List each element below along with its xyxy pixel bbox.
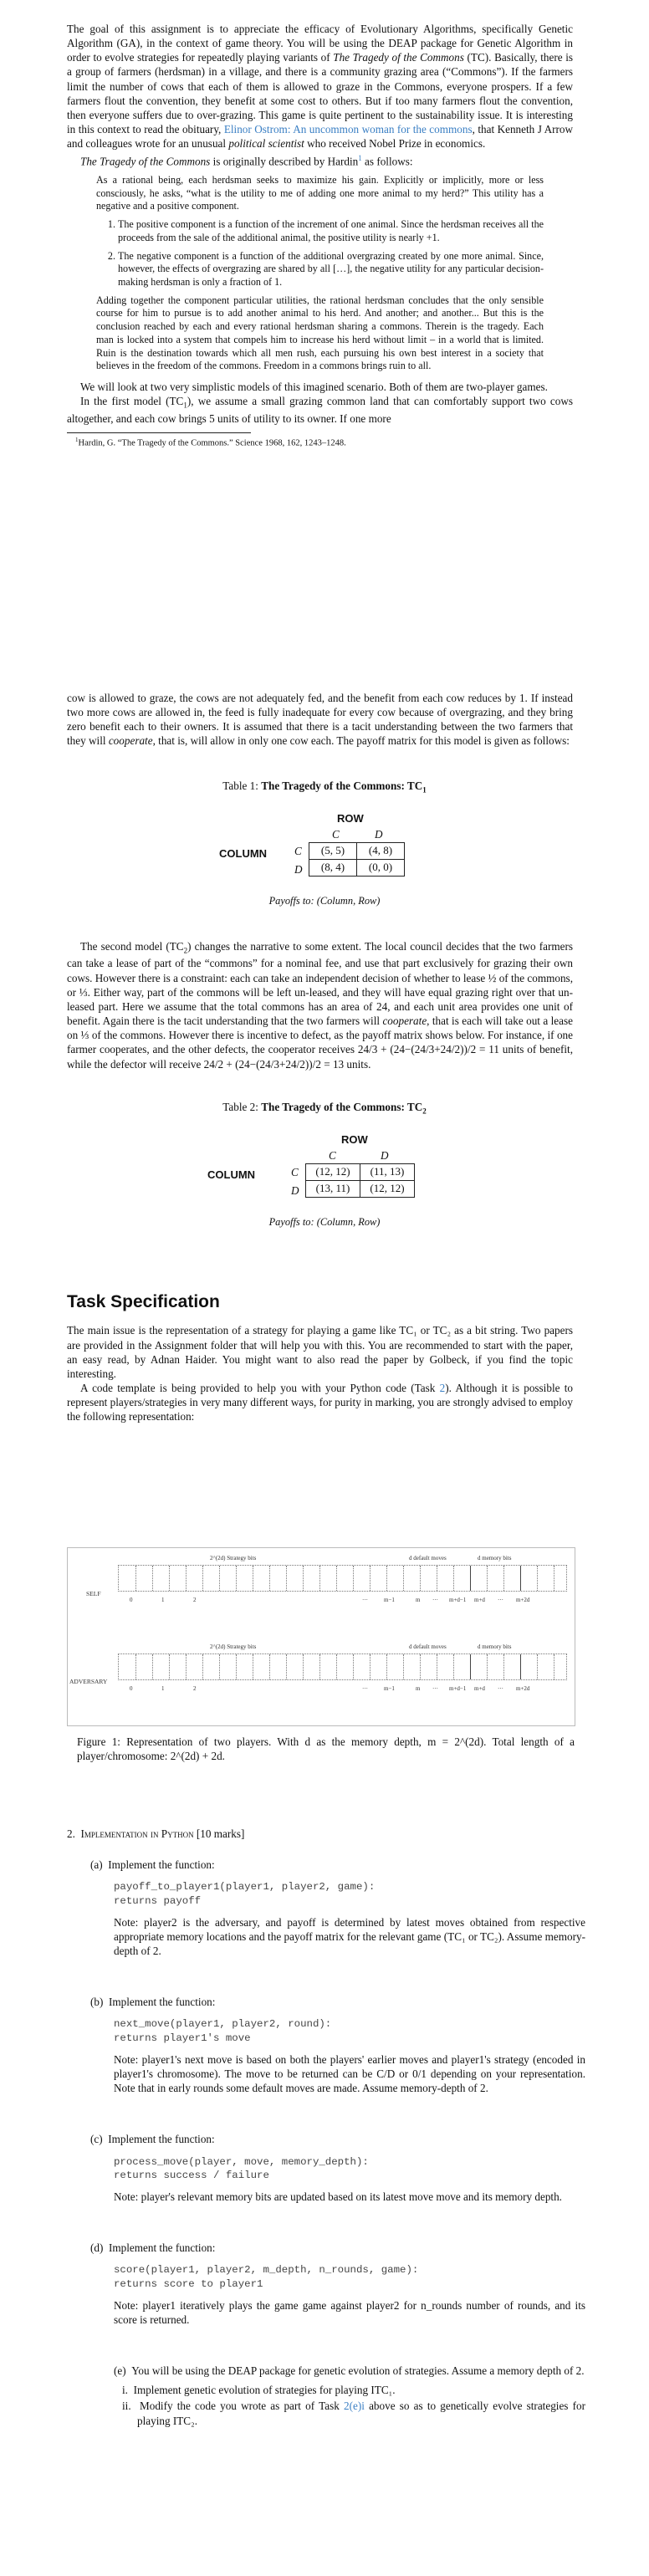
table-cell: (0, 0) [357, 859, 405, 876]
item-tag: (c) [90, 2133, 103, 2146]
table-cell: (11, 13) [360, 1163, 415, 1180]
footnote-rule [67, 432, 251, 433]
intro-text-d: who received Nobel Prize in economics. [304, 137, 486, 151]
index-label: m [416, 1597, 421, 1603]
item-lead: Implement the function: [108, 2241, 216, 2255]
footnote-ref[interactable]: 1 [358, 154, 362, 163]
index-label: m+2d [516, 1597, 530, 1603]
task-paragraph-1: The main issue is the representation of a strategy for playing a game like TC₁ or TC₂ as a bit string. Two papers are provided in the Assignment folder that will help you with this. You are recommended to start with the paper, an easy read, by Adnan Haider. You might want to also read the paper by Golbeck, if you find the topic interesting. [67, 1324, 573, 1380]
page-1 [0, 22, 649, 449]
self-label: SELF [86, 1590, 101, 1597]
item-note: Note: player1's next move is based on both the players' earlier moves and player1's strategy (encoded in player1's chromosome). The move to be returned can be C/D or 0/1 depending on your representation. Note that in early rounds some default moves are made. Assume memory-depth of 2. [114, 2052, 585, 2095]
intro-text-b: (TC). Basically, there is a group of farmers (herdsman) in a village, and there is a community grazing area (“Commons”). If the farmers limit the number of cows that each of them is allowed to graze in the Commons, everyone prospers. If a few farmers flout the convention, they benefit at some cost to others. But if too many farmers flout the convention, then everyone suffers due to over-grazing. This game is quite pertinent to the sustainability issue. It is interesting in this context to read the obituary, [67, 51, 573, 136]
index-label: ··· [498, 1597, 503, 1603]
index-label: m+2d [516, 1685, 530, 1692]
table-row [306, 1163, 415, 1180]
task-2ei-link[interactable]: 2(e)i [343, 2400, 365, 2413]
memory-bits-label: d memory bits [478, 1643, 512, 1650]
tc2-paragraph [67, 939, 573, 1071]
intro-text-a: The goal of this assignment is to appreciate the efficacy of Evolutionary Algorithms, specifically Genetic Algorithm (GA), in the context of game theory. You will be using the DEAP package for Genetic Algorithm in order to evolve strategies for repeatedly playing variants of [67, 23, 573, 64]
item-tag: (b) [90, 1996, 104, 2009]
table-row [309, 859, 405, 876]
quote-item: 1. The positive component is a function of the increment of one animal. Since the herdsman receives all the proceeds from the sale of the additional animal, the positive utility is nearly +1. [118, 218, 544, 244]
table-cell: (8, 4) [309, 859, 357, 876]
item-lead: Implement the function: [108, 1996, 216, 2009]
table-cell: (4, 8) [357, 842, 405, 859]
header-c: C [332, 827, 340, 841]
table1-payoffs-note: Payoffs to: (Column, Row) [268, 894, 381, 907]
adversary-bit-row [118, 1653, 567, 1680]
row-label: ROW [341, 1132, 368, 1146]
cow-emphasis: cooperate [108, 734, 153, 748]
index-label: m−1 [384, 1597, 395, 1603]
row-d-label: D [294, 862, 303, 876]
index-label: m+d−1 [449, 1685, 467, 1692]
task-item-a [67, 1858, 585, 1958]
task-text-a: A code template is being provided to help you with your Python code (Task [80, 1382, 440, 1395]
heading-title: Implementation in Python [80, 1827, 194, 1840]
payoff-table-1 [309, 842, 405, 877]
quote-outro: Adding together the component particular utilities, the rational herdsman concludes that the only sensible course for him to pursue is to add another animal to his herd. And another; and another... But this is the conclusion reached by each and every rational herdsman sharing a commons. Therein is the tragedy. Each man is locked into a system that compels him to increase his herd without limit – in a world that is limited. Ruin is the destination towards which all men rush, each pursuing his own best interest in a society that believes in the freedom of the commons. Freedom in a commons brings ruin to all. [96, 294, 544, 372]
strategy-bits-label: 2^(2d) Strategy bits [210, 1555, 257, 1561]
hardin-tail: as follows: [361, 155, 413, 168]
quote-item: 2. The negative component is a function of the additional overgrazing created by one more animal. Since, however, the effects of overgrazing are shared by all […], the negative utility for any particular decision-making herdsman is only a fraction of 1. [118, 250, 544, 289]
index-label: 0 [130, 1597, 133, 1603]
column-label: COLUMN [207, 1168, 256, 1181]
index-label: m+d [474, 1597, 485, 1603]
table-cell: (12, 12) [360, 1180, 415, 1197]
item-note: Note: player's relevant memory bits are updated based on its latest move move and its memory depth. [114, 2190, 562, 2203]
header-d: D [381, 1148, 389, 1162]
code-signature: next_move(player1, player2, round): [114, 2018, 332, 2031]
tc1-sub: 1 [183, 401, 187, 410]
table1-caption-sub: 1 [422, 785, 427, 795]
item-note: Note: player1 iteratively plays the game game against player2 for n_rounds number of rounds, and its score is returned. [114, 2298, 585, 2326]
table-row [309, 842, 405, 859]
default-moves-label: d default moves [409, 1555, 447, 1561]
code-returns: returns payoff [114, 1895, 202, 1908]
hardin-paragraph [67, 154, 573, 169]
table1-caption [0, 779, 649, 795]
task-item-c [67, 2132, 585, 2204]
strategy-bits-label: 2^(2d) Strategy bits [210, 1643, 257, 1650]
item-lead: Implement the function: [108, 2133, 215, 2146]
task-item-d [67, 2241, 585, 2327]
code-signature: process_move(player, move, memory_depth): [114, 2155, 369, 2168]
hardin-quote [96, 174, 544, 373]
item-tag: (e) [114, 2364, 126, 2378]
subtask-tag: i. [122, 2384, 128, 2397]
hardin-text: is originally described by Hardin [210, 155, 359, 168]
index-label: ··· [362, 1685, 368, 1692]
code-signature: payoff_to_player1(player1, player2, game): [114, 1881, 376, 1894]
figure-caption: Figure 1: Representation of two players. With d as the memory depth, m = 2^(2d). Total length of a player/chromosome: 2^(2d) + 2d. [77, 1735, 575, 1763]
code-returns: returns success / failure [114, 2170, 269, 2182]
index-label: m+d [474, 1685, 485, 1692]
footnote-mark: 1 [75, 436, 79, 443]
adversary-label: ADVERSARY [69, 1678, 108, 1685]
tc2-emphasis: cooperate [382, 1015, 427, 1028]
code-returns: returns player1's move [114, 2032, 251, 2045]
item-note: Note: player2 is the adversary, and payoff is determined by latest moves obtained from respective appropriate memory locations and the payoff matrix for the relevant game (TC₁ or TC₂). Assume memory-depth of 2. [114, 1915, 585, 1958]
index-label: 1 [161, 1685, 165, 1692]
row-label: ROW [337, 811, 364, 825]
row-d-label: D [291, 1183, 299, 1197]
header-d: D [375, 827, 383, 841]
header-c: C [329, 1148, 336, 1162]
memory-bits-label: d memory bits [478, 1555, 512, 1561]
index-label: ··· [432, 1597, 438, 1603]
index-label: 1 [161, 1597, 165, 1603]
subtask-i [122, 2383, 585, 2397]
table2-matrix [0, 1133, 649, 1215]
table-cell: (12, 12) [306, 1163, 360, 1180]
footnote-text: Hardin, G. “The Tragedy of the Commons.” Science 1968, 162, 1243–1248. [78, 438, 346, 448]
index-label: 2 [193, 1597, 197, 1603]
hardin-title: The Tragedy of the Commons [80, 155, 211, 168]
code-signature: score(player1, player2, m_depth, n_rounds, game): [114, 2264, 419, 2277]
row-c-label: C [291, 1165, 299, 1178]
tc2-text-b: ) changes the narrative to some extent. The local council decides that the two farmers can take a lease of part of the “commons” for a nominal fee, and use that part exclusively for grazing their own cows. However there is a constraint: each can take an independent decision of whether to lease ½ of the commons, or ⅓. Either way, part of the commons will be left un-leased, and they will have equal grazing right over that un-leased part. Here we assume that the total commons has an area of 24, and each unit area provides one unit of benefit. Again there is the tacit understanding that the two farmers will [67, 940, 574, 1028]
implementation-section [67, 1827, 585, 2428]
tc2-text-a: The second model (TC [80, 940, 184, 953]
quote-list [96, 218, 544, 289]
index-label: m+d−1 [449, 1597, 467, 1603]
footnote [75, 437, 649, 449]
task-item-e [67, 2364, 585, 2428]
implementation-heading [67, 1827, 585, 1841]
table2-caption [0, 1100, 649, 1117]
tc2-sub: 2 [183, 946, 188, 955]
subtask-text: above so as to genetically evolve strategies for playing ITC₂. [137, 2400, 586, 2427]
subtask-ii [122, 2399, 586, 2427]
heading-number: 2. [67, 1827, 75, 1840]
chromosome-figure [67, 1547, 575, 1726]
intro-title: The Tragedy of the Commons [333, 51, 464, 64]
item-tag: (a) [90, 1858, 103, 1872]
index-label: m−1 [384, 1685, 395, 1692]
cow-text-a: cow is allowed to graze, the cows are not adequately fed, and the benefit from each cow reduces by 1. If instead two more cows are allowed in, the feed is fully inadequate for every cow because of overgrazing, and they bring zero benefit each to their owners. It is assumed that there is a tacit understanding between the two farmers that they will [67, 692, 573, 748]
index-label: ··· [432, 1685, 438, 1692]
table-row [306, 1180, 415, 1197]
index-label: m [416, 1685, 421, 1692]
tc1-text-b: ), we assume a small grazing common land that can comfortably support two cows altogether, and each cow brings 5 units of utility to its owner. If one more [67, 395, 574, 425]
task-specification-heading: Task Specification [67, 1292, 220, 1312]
index-label: 0 [130, 1685, 133, 1692]
table1-caption-title: The Tragedy of the Commons: TC [261, 779, 423, 792]
payoff-table-2 [305, 1163, 415, 1198]
task-item-b [67, 1995, 585, 2095]
cow-text-b: , that is, will allow in only one cow each. The payoff matrix for this model is given as follows: [152, 734, 570, 748]
code-returns: returns score to player1 [114, 2278, 263, 2291]
index-label: ··· [362, 1597, 368, 1603]
table2-caption-sub: 2 [422, 1107, 427, 1116]
two-models-paragraph: We will look at two very simplistic models of this imagined scenario. Both of them are two-player games. [80, 381, 548, 394]
subtask-text: Modify the code you wrote as part of Task [140, 2400, 344, 2413]
heading-marks: [10 marks] [193, 1827, 245, 1840]
intro-emphasis: political scientist [228, 137, 304, 151]
row-c-label: C [294, 844, 302, 857]
task-2-link[interactable]: 2 [439, 1382, 446, 1395]
intro-text-c: , that Kenneth J Arrow and colleagues wrote for an unusual [67, 123, 574, 151]
quote-intro: As a rational being, each herdsman seeks to maximize his gain. Explicitly or implicitly, more or less consciously, he asks, “what is the utility to me of adding one more animal to my herd?” This utility has a negative and a positive component. [96, 173, 544, 212]
tc2-text-c: , that is each will take out a lease on ⅓ of the commons. However there is incentive to defect, as the payoff matrix shows below. For instance, if one farmer cooperates, and the other defects, the cooperator receives 24/3 + (24−(24/3+24/2))/2 = 11 units of benefit, while the defector will receive 24/2 + (24−(24/3+24/2))/2 = 13 units. [67, 1015, 573, 1071]
table2-payoffs-note: Payoffs to: (Column, Row) [268, 1215, 381, 1228]
table1-matrix [0, 812, 649, 894]
index-label: 2 [193, 1685, 197, 1692]
item-tag: (d) [90, 2241, 104, 2255]
subtask-tag: ii. [122, 2400, 131, 2413]
self-bit-row [118, 1565, 567, 1592]
page-2 [0, 691, 649, 1424]
task-text-b: ). Although it is possible to represent players/strategies in very many different ways, for purity in marking, you are strongly advised to employ the following representation: [67, 1382, 573, 1423]
item-lead: Implement the function: [108, 1858, 215, 1872]
item-lead: You will be using the DEAP package for genetic evolution of strategies. Assume a memory depth of 2. [131, 2364, 585, 2378]
table1-caption-prefix: Table 1: [222, 779, 262, 792]
cow-paragraph [67, 691, 573, 749]
ostrom-link[interactable]: Elinor Ostrom: An uncommon woman for the commons [223, 123, 473, 136]
tc1-text-a: In the first model (TC [80, 395, 184, 408]
subtask-text: Implement genetic evolution of strategies for playing ITC₁. [133, 2384, 396, 2397]
index-label: ··· [498, 1685, 503, 1692]
table2-caption-title: The Tragedy of the Commons: TC [261, 1100, 423, 1113]
column-label: COLUMN [219, 846, 268, 860]
table2-caption-prefix: Table 2: [222, 1100, 262, 1113]
task-paragraph-2 [67, 1381, 573, 1423]
tc1-paragraph [67, 394, 573, 425]
table-cell: (5, 5) [309, 842, 357, 859]
default-moves-label: d default moves [409, 1643, 447, 1650]
table-cell: (13, 11) [306, 1180, 360, 1197]
intro-paragraph [67, 22, 573, 151]
